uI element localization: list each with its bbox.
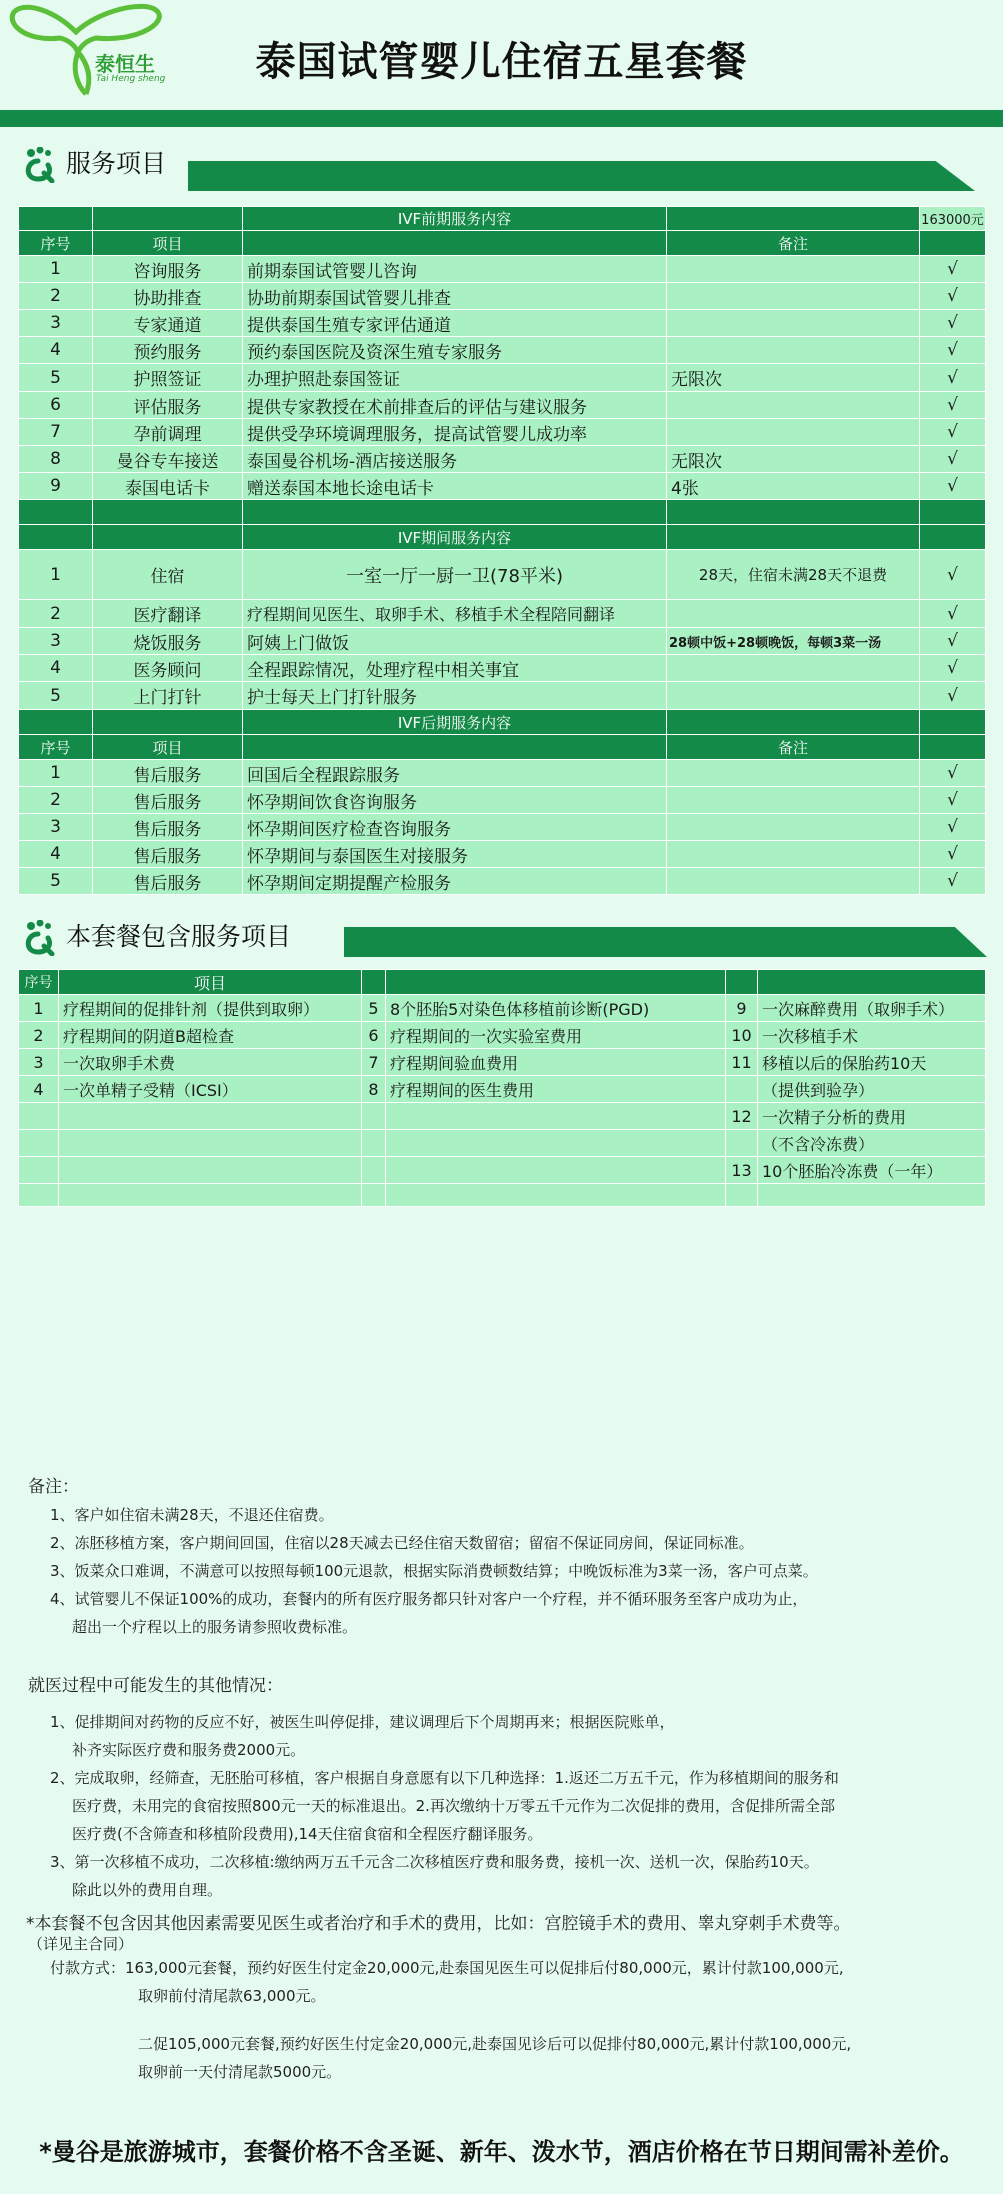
item-no: 2 <box>19 1022 59 1049</box>
row-content: 赠送泰国本地长途电话卡 <box>243 473 667 500</box>
row-no: 1 <box>19 256 93 283</box>
table-header-row <box>19 735 986 760</box>
item-no: 3 <box>19 1049 59 1076</box>
item-no: 4 <box>19 1076 59 1103</box>
page-title: 泰国试管婴儿住宿五星套餐 <box>255 39 748 85</box>
row-no: 4 <box>19 841 93 868</box>
row-content: 怀孕期间医疗检查咨询服务 <box>243 814 667 841</box>
table-row <box>19 310 986 337</box>
included-table <box>18 969 986 1207</box>
post-title-row <box>19 710 986 735</box>
header-remark: 备注 <box>667 231 920 256</box>
row-content: 疗程期间见医生、取卵手术、移植手术全程陪同翻译 <box>243 600 667 628</box>
row-no: 5 <box>19 364 93 392</box>
price: 163000元 <box>920 207 986 231</box>
item-no <box>19 1130 59 1157</box>
row-remark: 28顿中饭+28顿晚饭，每顿3菜一汤 <box>667 628 920 655</box>
row-item: 评估服务 <box>93 392 243 419</box>
table-row <box>19 1130 986 1157</box>
row-content: 预约泰国医院及资深生殖专家服务 <box>243 337 667 364</box>
header-item: 项目 <box>93 735 243 760</box>
payment-line: 二促105,000元套餐,预约好医生付定金20,000元,赴泰国见诊后可以促排付80,000元,累计付款100,000元, <box>138 2035 852 2053</box>
table-row <box>19 868 986 895</box>
check-icon: √ <box>920 868 986 895</box>
check-icon: √ <box>920 337 986 364</box>
row-item: 护照签证 <box>93 364 243 392</box>
item-no <box>726 1130 758 1157</box>
item-label <box>386 1157 726 1184</box>
notes-block <box>28 1473 818 1641</box>
row-remark <box>667 337 920 364</box>
item-label: 疗程期间验血费用 <box>386 1049 726 1076</box>
row-content: 前期泰国试管婴儿咨询 <box>243 256 667 283</box>
check-icon: √ <box>920 787 986 814</box>
item-no: 5 <box>362 995 386 1022</box>
item-no: 6 <box>362 1022 386 1049</box>
check-icon: √ <box>920 419 986 446</box>
item-no: 10 <box>726 1022 758 1049</box>
row-content: 怀孕期间饮食咨询服务 <box>243 787 667 814</box>
row-content: 怀孕期间与泰国医生对接服务 <box>243 841 667 868</box>
payment-label: 付款方式： <box>50 1959 126 1977</box>
payment-line: 取卵前一天付清尾款5000元。 <box>138 2063 342 2081</box>
row-remark <box>667 760 920 787</box>
row-item: 医务顾问 <box>93 655 243 682</box>
situation-item: 2、完成取卵，经筛查，无胚胎可移植，客户根据自身意愿有以下几种选择：1.返还二万五千元，作为移植期间的服务和 <box>50 1769 839 1787</box>
table-row <box>19 1184 986 1207</box>
item-label <box>59 1157 362 1184</box>
fertility-icon <box>22 147 62 183</box>
row-remark: 无限次 <box>667 364 920 392</box>
row-item: 预约服务 <box>93 337 243 364</box>
title-divider <box>0 110 1003 127</box>
item-label: 一次取卵手术费 <box>59 1049 362 1076</box>
row-remark <box>667 841 920 868</box>
item-no <box>726 1076 758 1103</box>
check-icon: √ <box>920 364 986 392</box>
header-no: 序号 <box>19 970 59 995</box>
payment-block <box>28 1910 851 2086</box>
check-icon: √ <box>920 628 986 655</box>
table-row <box>19 446 986 473</box>
row-item: 上门打针 <box>93 682 243 710</box>
row-item: 协助排查 <box>93 283 243 310</box>
row-item: 住宿 <box>93 550 243 600</box>
check-icon: √ <box>920 655 986 682</box>
header <box>0 0 1003 110</box>
item-no <box>362 1103 386 1130</box>
row-content: 提供专家教授在术前排查后的评估与建议服务 <box>243 392 667 419</box>
row-content: 一室一厅一厨一卫(78平米) <box>243 550 667 600</box>
item-no <box>19 1157 59 1184</box>
row-no: 8 <box>19 446 93 473</box>
pre-title-row <box>19 207 986 231</box>
row-item: 售后服务 <box>93 868 243 895</box>
note-item: 4、试管婴儿不保证100%的成功，套餐内的所有医疗服务都只针对客户一个疗程，并不循环服务至客户成功为止， <box>50 1590 808 1608</box>
table-row <box>19 1022 986 1049</box>
row-no: 1 <box>19 550 93 600</box>
row-remark <box>667 256 920 283</box>
item-label: 疗程期间的一次实验室费用 <box>386 1022 726 1049</box>
row-remark: 无限次 <box>667 446 920 473</box>
check-icon: √ <box>920 760 986 787</box>
table-row <box>19 364 986 392</box>
item-no <box>726 1184 758 1207</box>
spacer-row <box>19 500 986 525</box>
item-label <box>59 1184 362 1207</box>
row-content: 阿姨上门做饭 <box>243 628 667 655</box>
section-band <box>344 927 987 957</box>
row-no: 7 <box>19 419 93 446</box>
item-label: （不含冷冻费） <box>758 1130 986 1157</box>
item-no <box>19 1184 59 1207</box>
table-row <box>19 1049 986 1076</box>
table-row <box>19 1076 986 1103</box>
table-row <box>19 1103 986 1130</box>
table-row <box>19 655 986 682</box>
check-icon: √ <box>920 814 986 841</box>
header-no: 序号 <box>19 735 93 760</box>
item-no: 9 <box>726 995 758 1022</box>
check-icon: √ <box>920 473 986 500</box>
table-row <box>19 760 986 787</box>
item-label <box>386 1103 726 1130</box>
check-icon: √ <box>920 682 986 710</box>
row-content: 全程跟踪情况，处理疗程中相关事宜 <box>243 655 667 682</box>
row-remark: 4张 <box>667 473 920 500</box>
table-header-row <box>19 970 986 995</box>
row-remark <box>667 868 920 895</box>
row-remark <box>667 787 920 814</box>
contract-ref: （详见主合同） <box>28 1935 134 1953</box>
item-label: 一次精子分析的费用 <box>758 1103 986 1130</box>
row-content: 回国后全程跟踪服务 <box>243 760 667 787</box>
section-package-heading <box>22 920 342 956</box>
row-item: 咨询服务 <box>93 256 243 283</box>
item-no <box>362 1130 386 1157</box>
item-no <box>362 1184 386 1207</box>
row-remark <box>667 310 920 337</box>
row-item: 专家通道 <box>93 310 243 337</box>
header-item: 项目 <box>59 970 362 995</box>
check-icon: √ <box>920 550 986 600</box>
row-remark <box>667 600 920 628</box>
row-remark: 28天，住宿未满28天不退费 <box>667 550 920 600</box>
table-row <box>19 787 986 814</box>
row-remark <box>667 283 920 310</box>
table-row <box>19 392 986 419</box>
service-table <box>18 206 986 895</box>
item-label: 10个胚胎冷冻费（一年） <box>758 1157 986 1184</box>
row-content: 办理护照赴泰国签证 <box>243 364 667 392</box>
row-no: 2 <box>19 787 93 814</box>
header-remark: 备注 <box>667 735 920 760</box>
table-row <box>19 1157 986 1184</box>
situation-item: 除此以外的费用自理。 <box>72 1881 223 1899</box>
check-icon: √ <box>920 392 986 419</box>
item-no: 11 <box>726 1049 758 1076</box>
situation-item: 3、第一次移植不成功，二次移植:缴纳两万五千元含二次移植医疗费和服务费，接机一次、送机一次，保胎药10天。 <box>50 1853 819 1871</box>
situation-item: 医疗费，未用完的食宿按照800元一天的标准退出。2.再次缴纳十万零五千元作为二次促排的费用，含促排所需全部 <box>72 1797 835 1815</box>
item-label: （提供到验孕） <box>758 1076 986 1103</box>
row-no: 2 <box>19 600 93 628</box>
table-row <box>19 550 986 600</box>
row-remark <box>667 814 920 841</box>
check-icon: √ <box>920 600 986 628</box>
row-content: 怀孕期间定期提醒产检服务 <box>243 868 667 895</box>
row-remark <box>667 682 920 710</box>
check-icon: √ <box>920 256 986 283</box>
item-label: 疗程期间的医生费用 <box>386 1076 726 1103</box>
notes-title: 备注： <box>28 1477 79 1497</box>
row-item: 泰国电话卡 <box>93 473 243 500</box>
situation-item: 医疗费(不含筛查和移植阶段费用),14天住宿食宿和全程医疗翻译服务。 <box>72 1825 543 1843</box>
during-title: IVF期间服务内容 <box>243 525 667 550</box>
item-no <box>19 1103 59 1130</box>
situations-title: 就医过程中可能发生的其他情况： <box>28 1676 283 1696</box>
check-icon: √ <box>920 310 986 337</box>
row-remark <box>667 392 920 419</box>
row-no: 3 <box>19 310 93 337</box>
section-title: 本套餐包含服务项目 <box>66 922 292 951</box>
item-no: 7 <box>362 1049 386 1076</box>
item-label <box>59 1103 362 1130</box>
situations-block <box>28 1672 839 1904</box>
table-row <box>19 841 986 868</box>
item-label <box>758 1184 986 1207</box>
check-icon: √ <box>920 841 986 868</box>
situation-item: 1、促排期间对药物的反应不好，被医生叫停促排，建议调理后下个周期再来；根据医院账单， <box>50 1713 675 1731</box>
row-no: 5 <box>19 868 93 895</box>
item-label: 一次移植手术 <box>758 1022 986 1049</box>
row-remark <box>667 655 920 682</box>
item-label: 疗程期间的促排针剂（提供到取卵） <box>59 995 362 1022</box>
item-label: 疗程期间的阴道B超检查 <box>59 1022 362 1049</box>
header-item: 项目 <box>93 231 243 256</box>
row-content: 提供受孕环境调理服务，提高试管婴儿成功率 <box>243 419 667 446</box>
item-label: 移植以后的保胎药10天 <box>758 1049 986 1076</box>
row-no: 4 <box>19 655 93 682</box>
row-item: 售后服务 <box>93 841 243 868</box>
row-no: 2 <box>19 283 93 310</box>
table-row <box>19 814 986 841</box>
exclusion-note: *本套餐不包含因其他因素需要见医生或者治疗和手术的费用，比如：宫腔镜手术的费用、睾丸穿刺手术费等。 <box>26 1914 851 1934</box>
check-icon: √ <box>920 283 986 310</box>
fertility-icon <box>22 920 62 956</box>
note-item: 1、客户如住宿未满28天，不退还住宿费。 <box>50 1506 334 1524</box>
check-icon: √ <box>920 446 986 473</box>
footer-note: *曼谷是旅游城市，套餐价格不含圣诞、新年、泼水节，酒店价格在节日期间需补差价。 <box>39 2138 964 2166</box>
table-row <box>19 682 986 710</box>
row-no: 3 <box>19 628 93 655</box>
table-header-row <box>19 231 986 256</box>
during-title-row <box>19 525 986 550</box>
section-title: 服务项目 <box>66 149 167 178</box>
table-row <box>19 473 986 500</box>
note-item: 2、冻胚移植方案，客户期间回国，住宿以28天减去已经住宿天数留宿；留宿不保证同房间，保证同标准。 <box>50 1534 754 1552</box>
item-no: 8 <box>362 1076 386 1103</box>
item-label: 8个胚胎5对染色体移植前诊断(PGD) <box>386 995 726 1022</box>
item-label <box>386 1130 726 1157</box>
situation-item: 补齐实际医疗费和服务费2000元。 <box>72 1741 306 1759</box>
row-content: 提供泰国生殖专家评估通道 <box>243 310 667 337</box>
item-no: 1 <box>19 995 59 1022</box>
table-row <box>19 628 986 655</box>
payment-line: 取卵前付清尾款63,000元。 <box>138 1987 326 2005</box>
row-no: 9 <box>19 473 93 500</box>
row-item: 售后服务 <box>93 814 243 841</box>
row-no: 6 <box>19 392 93 419</box>
table-row <box>19 256 986 283</box>
item-label <box>386 1184 726 1207</box>
header-no: 序号 <box>19 231 93 256</box>
item-label <box>59 1130 362 1157</box>
row-content: 护士每天上门打针服务 <box>243 682 667 710</box>
row-item: 烧饭服务 <box>93 628 243 655</box>
logo-subtitle: Tai Heng sheng <box>96 74 166 84</box>
row-item: 售后服务 <box>93 760 243 787</box>
row-content: 协助前期泰国试管婴儿排查 <box>243 283 667 310</box>
row-item: 售后服务 <box>93 787 243 814</box>
note-item: 超出一个疗程以上的服务请参照收费标准。 <box>72 1618 358 1636</box>
row-content: 泰国曼谷机场-酒店接送服务 <box>243 446 667 473</box>
row-no: 1 <box>19 760 93 787</box>
pre-title: IVF前期服务内容 <box>243 207 667 231</box>
note-item: 3、饭菜众口难调，不满意可以按照每顿100元退款，根据实际消费顿数结算；中晚饭标准为3菜一汤，客户可点菜。 <box>50 1562 818 1580</box>
item-no: 12 <box>726 1103 758 1130</box>
row-remark <box>667 419 920 446</box>
row-item: 孕前调理 <box>93 419 243 446</box>
table-row <box>19 600 986 628</box>
section-band <box>188 161 975 191</box>
row-no: 5 <box>19 682 93 710</box>
logo-text: 泰恒生 <box>95 52 155 76</box>
row-item: 医疗翻译 <box>93 600 243 628</box>
payment-line: 163,000元套餐，预约好医生付定金20,000元,赴泰国见医生可以促排后付80,000元，累计付款100,000元, <box>125 1959 844 1977</box>
row-item: 曼谷专车接送 <box>93 446 243 473</box>
table-row <box>19 337 986 364</box>
item-label: 一次麻醉费用（取卵手术） <box>758 995 986 1022</box>
item-no: 13 <box>726 1157 758 1184</box>
table-row <box>19 283 986 310</box>
item-label: 一次单精子受精（ICSI） <box>59 1076 362 1103</box>
item-no <box>362 1157 386 1184</box>
row-no: 4 <box>19 337 93 364</box>
post-title: IVF后期服务内容 <box>243 710 667 735</box>
table-row <box>19 995 986 1022</box>
table-row <box>19 419 986 446</box>
row-no: 3 <box>19 814 93 841</box>
